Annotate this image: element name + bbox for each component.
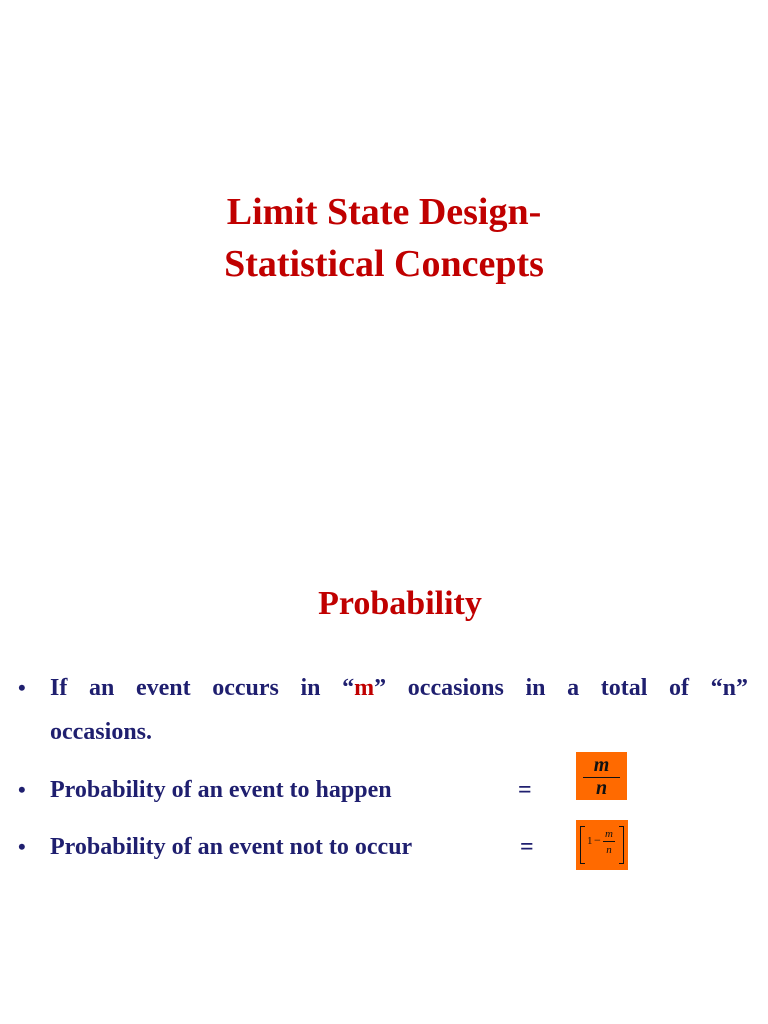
bullet-text — [50, 666, 748, 754]
bullet-icon: • — [18, 777, 26, 802]
left-bracket — [580, 826, 585, 864]
title-line-2: Statistical Concepts — [224, 243, 544, 285]
highlight-m: m — [354, 675, 375, 701]
formula-one-minus-m-over-n — [576, 820, 628, 870]
title-line-1: Limit State Design- — [226, 191, 542, 233]
slide-probability — [0, 512, 768, 1024]
right-bracket — [619, 826, 624, 864]
section-heading: Probability — [318, 585, 482, 622]
slide-title-heading — [0, 186, 768, 290]
bullet-text-part1: If an event occurs in “ — [50, 675, 355, 701]
formula-denominator: n — [595, 777, 608, 799]
bullet-icon: • — [18, 675, 26, 700]
bullet-item-probability-not-occur — [18, 825, 578, 869]
bullet-icon: • — [18, 834, 26, 859]
equals-sign: = — [520, 834, 534, 860]
bullet-text: Probability of an event to happen — [50, 777, 392, 803]
bullet-item-event-occurrence — [18, 666, 748, 756]
bullet-item-probability-happen — [18, 768, 578, 812]
fraction-bar — [603, 841, 615, 842]
bullet-text-part2: ” occasions in a total of “n” — [374, 675, 748, 701]
formula-minus: − — [594, 833, 601, 847]
equals-sign: = — [518, 777, 532, 803]
formula-denominator: n — [606, 844, 612, 856]
bullet-text: Probability of an event not to occur — [50, 834, 413, 860]
formula-m-over-n — [576, 752, 627, 800]
bullet-text-line2: occasions. — [50, 719, 152, 745]
formula-numerator: m — [605, 828, 613, 840]
formula-one: 1 — [587, 835, 593, 847]
formula-numerator: m — [593, 754, 610, 776]
